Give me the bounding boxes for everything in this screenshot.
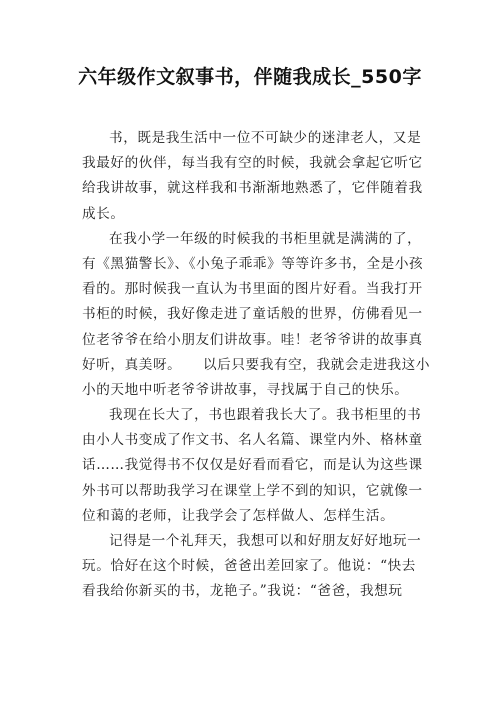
text-line: 位老爷爷在给小朋友们讲故事。哇！老爷爷讲的故事真 bbox=[82, 331, 423, 348]
text-line: 话……我觉得书不仅仅是好看而看它，而是认为这些课 bbox=[82, 457, 423, 474]
text-line: 记得是一个礼拜天，我想可以和好朋友好好地玩一 bbox=[109, 533, 422, 549]
text-line: 我最好的伙伴，每当我有空的时候，我就会拿起它听它 bbox=[82, 155, 423, 172]
text-line: 成长。 bbox=[82, 205, 125, 222]
text-line: 由小人书变成了作文书、名人名篇、课堂内外、格林童 bbox=[82, 432, 423, 449]
document-body bbox=[82, 126, 431, 605]
text-line: 在我小学一年级的时候我的书柜里就是满满的了， bbox=[109, 230, 422, 247]
text-line: 小的天地中听老爷爷讲故事，寻找属于自己的快乐。 bbox=[82, 381, 409, 398]
text-line: 好听，真美呀。 以后只要我有空，我就会走进我这小 bbox=[82, 356, 431, 373]
document-title: 六年级作文叙事书，伴随我成长_550字 bbox=[78, 66, 422, 88]
text-line: 看我给你新买的书，龙艳子。”我说：“爸爸，我想玩 bbox=[82, 583, 403, 600]
text-line: 有《黑猫警长》、《小兔子乖乖》等等许多书，全是小孩 bbox=[82, 255, 424, 272]
text-line: 给我讲故事，就这样我和书渐渐地熟悉了，它伴随着我 bbox=[82, 180, 423, 197]
text-line: 外书可以帮助我学习在课堂上学不到的知识，它就像一 bbox=[82, 482, 423, 499]
text-line: 书，既是我生活中一位不可缺少的迷津老人，又是 bbox=[109, 130, 422, 146]
text-line: 玩。恰好在这个时候，爸爸出差回家了。他说：“快去 bbox=[82, 558, 417, 575]
text-line: 位和蔼的老师，让我学会了怎样做人、怎样生活。 bbox=[82, 507, 395, 524]
text-line: 看的。那时候我一直认为书里面的图片好看。当我打开 bbox=[82, 281, 423, 298]
text-line: 我现在长大了，书也跟着我长大了。我书柜里的书 bbox=[109, 407, 422, 424]
text-line: 书柜的时候，我好像走进了童话般的世界，仿佛看见一 bbox=[82, 306, 423, 323]
